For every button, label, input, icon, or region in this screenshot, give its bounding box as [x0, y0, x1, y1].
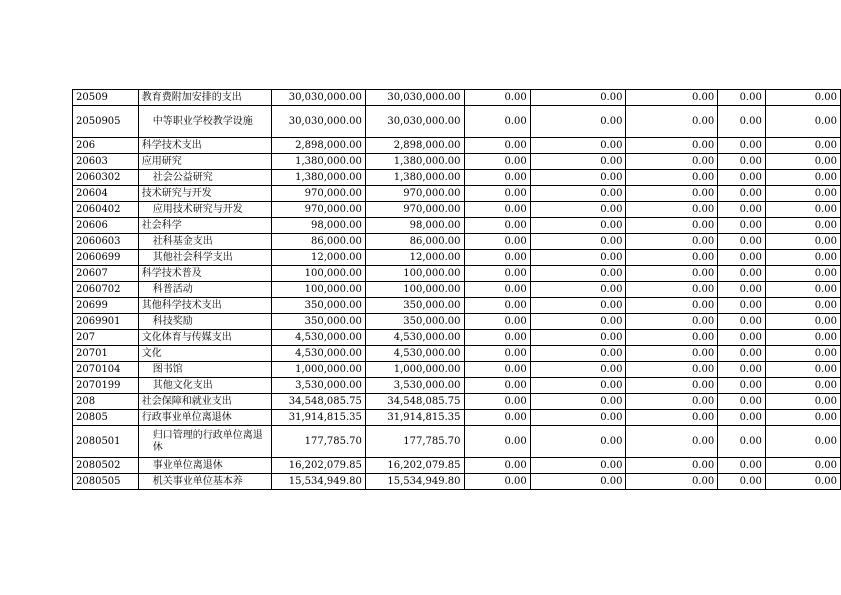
- row-code: 20604: [73, 186, 139, 202]
- amount-cell: 0.00: [626, 250, 718, 266]
- amount-cell: 0.00: [718, 170, 766, 186]
- amount-cell: 0.00: [765, 410, 840, 426]
- row-name: 科技奖励: [138, 314, 271, 330]
- table-body: [73, 90, 841, 490]
- amount-cell: 16,202,079.85: [272, 458, 366, 474]
- table-row: [73, 266, 841, 282]
- row-name: 社会保障和就业支出: [138, 394, 271, 410]
- row-code: 20603: [73, 154, 139, 170]
- amount-cell: 0.00: [530, 394, 626, 410]
- amount-cell: 0.00: [765, 154, 840, 170]
- amount-cell: 100,000.00: [365, 266, 464, 282]
- amount-cell: 30,030,000.00: [365, 106, 464, 138]
- amount-cell: 0.00: [718, 90, 766, 106]
- amount-cell: 0.00: [464, 138, 530, 154]
- amount-cell: 0.00: [718, 362, 766, 378]
- amount-cell: 0.00: [718, 202, 766, 218]
- amount-cell: 0.00: [765, 106, 840, 138]
- row-code: 206: [73, 138, 139, 154]
- table-row: [73, 202, 841, 218]
- amount-cell: 0.00: [718, 298, 766, 314]
- amount-cell: 0.00: [626, 362, 718, 378]
- amount-cell: 0.00: [718, 378, 766, 394]
- amount-cell: 0.00: [626, 186, 718, 202]
- amount-cell: 0.00: [765, 170, 840, 186]
- amount-cell: 0.00: [464, 266, 530, 282]
- amount-cell: 0.00: [464, 282, 530, 298]
- amount-cell: 0.00: [464, 202, 530, 218]
- amount-cell: 0.00: [464, 378, 530, 394]
- amount-cell: 0.00: [464, 90, 530, 106]
- amount-cell: 0.00: [530, 330, 626, 346]
- amount-cell: 1,000,000.00: [272, 362, 366, 378]
- amount-cell: 30,030,000.00: [365, 90, 464, 106]
- table-row: [73, 410, 841, 426]
- table-row: [73, 186, 841, 202]
- amount-cell: 0.00: [765, 218, 840, 234]
- amount-cell: 100,000.00: [365, 282, 464, 298]
- amount-cell: 30,030,000.00: [272, 90, 366, 106]
- amount-cell: 4,530,000.00: [272, 330, 366, 346]
- amount-cell: 0.00: [718, 138, 766, 154]
- row-code: 2060699: [73, 250, 139, 266]
- row-code: 20805: [73, 410, 139, 426]
- table-row: [73, 282, 841, 298]
- amount-cell: 0.00: [718, 154, 766, 170]
- amount-cell: 0.00: [626, 330, 718, 346]
- amount-cell: 3,530,000.00: [272, 378, 366, 394]
- amount-cell: 0.00: [464, 106, 530, 138]
- row-name: 文化体育与传媒支出: [138, 330, 271, 346]
- amount-cell: 0.00: [765, 458, 840, 474]
- amount-cell: 0.00: [765, 138, 840, 154]
- amount-cell: 0.00: [765, 186, 840, 202]
- row-name: 社会公益研究: [138, 170, 271, 186]
- table-row: [73, 378, 841, 394]
- amount-cell: 0.00: [765, 378, 840, 394]
- row-code: 2060702: [73, 282, 139, 298]
- amount-cell: 350,000.00: [272, 314, 366, 330]
- amount-cell: 0.00: [530, 218, 626, 234]
- amount-cell: 0.00: [626, 378, 718, 394]
- amount-cell: 0.00: [626, 426, 718, 458]
- amount-cell: 34,548,085.75: [365, 394, 464, 410]
- amount-cell: 4,530,000.00: [365, 346, 464, 362]
- amount-cell: 98,000.00: [272, 218, 366, 234]
- amount-cell: 0.00: [626, 314, 718, 330]
- amount-cell: 0.00: [765, 426, 840, 458]
- amount-cell: 0.00: [718, 474, 766, 490]
- amount-cell: 970,000.00: [272, 202, 366, 218]
- table-row: [73, 362, 841, 378]
- amount-cell: 98,000.00: [365, 218, 464, 234]
- amount-cell: 31,914,815.35: [365, 410, 464, 426]
- amount-cell: 0.00: [464, 218, 530, 234]
- row-name: 其他文化支出: [138, 378, 271, 394]
- amount-cell: 0.00: [464, 154, 530, 170]
- amount-cell: 0.00: [765, 362, 840, 378]
- table-row: [73, 170, 841, 186]
- amount-cell: 0.00: [530, 474, 626, 490]
- amount-cell: 0.00: [464, 458, 530, 474]
- amount-cell: 0.00: [626, 474, 718, 490]
- table-row: [73, 458, 841, 474]
- table-row: [73, 90, 841, 106]
- table-row: [73, 250, 841, 266]
- amount-cell: 0.00: [626, 298, 718, 314]
- amount-cell: 350,000.00: [365, 298, 464, 314]
- row-code: 2080505: [73, 474, 139, 490]
- amount-cell: 1,380,000.00: [272, 154, 366, 170]
- amount-cell: 177,785.70: [272, 426, 366, 458]
- row-code: 2050905: [73, 106, 139, 138]
- amount-cell: 0.00: [530, 234, 626, 250]
- amount-cell: 0.00: [765, 250, 840, 266]
- amount-cell: 970,000.00: [365, 186, 464, 202]
- amount-cell: 0.00: [530, 458, 626, 474]
- amount-cell: 0.00: [530, 314, 626, 330]
- amount-cell: 0.00: [765, 266, 840, 282]
- amount-cell: 0.00: [718, 458, 766, 474]
- amount-cell: 16,202,079.85: [365, 458, 464, 474]
- amount-cell: 100,000.00: [272, 282, 366, 298]
- amount-cell: 100,000.00: [272, 266, 366, 282]
- amount-cell: 0.00: [530, 170, 626, 186]
- amount-cell: 0.00: [530, 426, 626, 458]
- row-code: 2070199: [73, 378, 139, 394]
- amount-cell: 0.00: [464, 170, 530, 186]
- row-name: 科普活动: [138, 282, 271, 298]
- amount-cell: 2,898,000.00: [365, 138, 464, 154]
- row-code: 20606: [73, 218, 139, 234]
- amount-cell: 0.00: [530, 186, 626, 202]
- amount-cell: 0.00: [530, 154, 626, 170]
- amount-cell: 0.00: [718, 426, 766, 458]
- amount-cell: 0.00: [464, 426, 530, 458]
- amount-cell: 0.00: [765, 314, 840, 330]
- table-row: [73, 330, 841, 346]
- amount-cell: 0.00: [530, 410, 626, 426]
- amount-cell: 0.00: [530, 298, 626, 314]
- amount-cell: 0.00: [530, 378, 626, 394]
- row-name: 科学技术普及: [138, 266, 271, 282]
- row-name: 图书馆: [138, 362, 271, 378]
- amount-cell: 12,000.00: [365, 250, 464, 266]
- amount-cell: 350,000.00: [365, 314, 464, 330]
- amount-cell: 0.00: [626, 170, 718, 186]
- row-name: 科学技术支出: [138, 138, 271, 154]
- row-code: 2060603: [73, 234, 139, 250]
- table-row: [73, 154, 841, 170]
- amount-cell: 0.00: [464, 362, 530, 378]
- row-code: 20509: [73, 90, 139, 106]
- amount-cell: 0.00: [464, 250, 530, 266]
- amount-cell: 0.00: [626, 458, 718, 474]
- row-code: 208: [73, 394, 139, 410]
- amount-cell: 0.00: [530, 138, 626, 154]
- amount-cell: 0.00: [530, 346, 626, 362]
- amount-cell: 0.00: [718, 250, 766, 266]
- amount-cell: 0.00: [530, 250, 626, 266]
- row-name: 其他社会科学支出: [138, 250, 271, 266]
- row-name: 应用技术研究与开发: [138, 202, 271, 218]
- amount-cell: 350,000.00: [272, 298, 366, 314]
- table-row: [73, 218, 841, 234]
- amount-cell: 0.00: [765, 474, 840, 490]
- amount-cell: 0.00: [464, 330, 530, 346]
- amount-cell: 0.00: [765, 346, 840, 362]
- amount-cell: 0.00: [530, 282, 626, 298]
- amount-cell: 0.00: [464, 314, 530, 330]
- row-code: 20701: [73, 346, 139, 362]
- amount-cell: 0.00: [626, 202, 718, 218]
- table-row: [73, 234, 841, 250]
- amount-cell: 86,000.00: [365, 234, 464, 250]
- amount-cell: 0.00: [718, 186, 766, 202]
- amount-cell: 1,380,000.00: [365, 154, 464, 170]
- amount-cell: 0.00: [464, 298, 530, 314]
- amount-cell: 0.00: [626, 138, 718, 154]
- amount-cell: 0.00: [530, 362, 626, 378]
- row-name: 教育费附加安排的支出: [138, 90, 271, 106]
- amount-cell: 0.00: [626, 282, 718, 298]
- amount-cell: 0.00: [530, 106, 626, 138]
- amount-cell: 0.00: [464, 346, 530, 362]
- amount-cell: 0.00: [626, 266, 718, 282]
- amount-cell: 15,534,949.80: [365, 474, 464, 490]
- amount-cell: 0.00: [765, 234, 840, 250]
- table-row: [73, 474, 841, 490]
- amount-cell: 4,530,000.00: [272, 346, 366, 362]
- amount-cell: 0.00: [718, 218, 766, 234]
- amount-cell: 0.00: [765, 282, 840, 298]
- row-name: 事业单位离退休: [138, 458, 271, 474]
- amount-cell: 0.00: [464, 186, 530, 202]
- amount-cell: 30,030,000.00: [272, 106, 366, 138]
- amount-cell: 2,898,000.00: [272, 138, 366, 154]
- amount-cell: 12,000.00: [272, 250, 366, 266]
- amount-cell: 0.00: [626, 234, 718, 250]
- amount-cell: 0.00: [530, 266, 626, 282]
- amount-cell: 970,000.00: [365, 202, 464, 218]
- amount-cell: 0.00: [626, 154, 718, 170]
- amount-cell: 0.00: [718, 410, 766, 426]
- row-name: 其他科学技术支出: [138, 298, 271, 314]
- table-row: [73, 106, 841, 138]
- table-row: [73, 394, 841, 410]
- amount-cell: 0.00: [626, 394, 718, 410]
- row-code: 2060302: [73, 170, 139, 186]
- row-code: 207: [73, 330, 139, 346]
- amount-cell: 15,534,949.80: [272, 474, 366, 490]
- row-code: 2080502: [73, 458, 139, 474]
- row-name: 行政事业单位离退休: [138, 410, 271, 426]
- amount-cell: 31,914,815.35: [272, 410, 366, 426]
- amount-cell: 4,530,000.00: [365, 330, 464, 346]
- amount-cell: 0.00: [765, 202, 840, 218]
- amount-cell: 0.00: [765, 330, 840, 346]
- budget-table: [72, 89, 841, 490]
- amount-cell: 86,000.00: [272, 234, 366, 250]
- row-name: 社会科学: [138, 218, 271, 234]
- amount-cell: 0.00: [626, 106, 718, 138]
- row-name: 社科基金支出: [138, 234, 271, 250]
- row-code: 20699: [73, 298, 139, 314]
- row-code: 2069901: [73, 314, 139, 330]
- amount-cell: 0.00: [626, 218, 718, 234]
- amount-cell: 0.00: [464, 410, 530, 426]
- amount-cell: 0.00: [530, 90, 626, 106]
- amount-cell: 0.00: [464, 234, 530, 250]
- amount-cell: 1,000,000.00: [365, 362, 464, 378]
- amount-cell: 0.00: [718, 394, 766, 410]
- row-code: 2080501: [73, 426, 139, 458]
- amount-cell: 177,785.70: [365, 426, 464, 458]
- row-name: 技术研究与开发: [138, 186, 271, 202]
- amount-cell: 34,548,085.75: [272, 394, 366, 410]
- amount-cell: 0.00: [718, 346, 766, 362]
- amount-cell: 0.00: [718, 330, 766, 346]
- amount-cell: 0.00: [626, 90, 718, 106]
- amount-cell: 0.00: [464, 394, 530, 410]
- amount-cell: 1,380,000.00: [365, 170, 464, 186]
- amount-cell: 0.00: [626, 346, 718, 362]
- row-code: 2070104: [73, 362, 139, 378]
- row-name: 中等职业学校教学设施: [138, 106, 271, 138]
- table-row: [73, 298, 841, 314]
- amount-cell: 0.00: [718, 266, 766, 282]
- row-name: 应用研究: [138, 154, 271, 170]
- amount-cell: 0.00: [718, 282, 766, 298]
- row-code: 20607: [73, 266, 139, 282]
- amount-cell: 0.00: [765, 90, 840, 106]
- amount-cell: 0.00: [718, 106, 766, 138]
- table-row: [73, 138, 841, 154]
- table-row: [73, 426, 841, 458]
- row-name: 文化: [138, 346, 271, 362]
- amount-cell: 1,380,000.00: [272, 170, 366, 186]
- amount-cell: 0.00: [718, 314, 766, 330]
- amount-cell: 3,530,000.00: [365, 378, 464, 394]
- row-code: 2060402: [73, 202, 139, 218]
- row-name: 机关事业单位基本养: [138, 474, 271, 490]
- amount-cell: 0.00: [626, 410, 718, 426]
- amount-cell: 0.00: [464, 474, 530, 490]
- table-row: [73, 314, 841, 330]
- amount-cell: 0.00: [530, 202, 626, 218]
- amount-cell: 0.00: [765, 394, 840, 410]
- amount-cell: 970,000.00: [272, 186, 366, 202]
- row-name: 归口管理的行政单位离退休: [138, 426, 271, 458]
- table-row: [73, 346, 841, 362]
- amount-cell: 0.00: [765, 298, 840, 314]
- amount-cell: 0.00: [718, 234, 766, 250]
